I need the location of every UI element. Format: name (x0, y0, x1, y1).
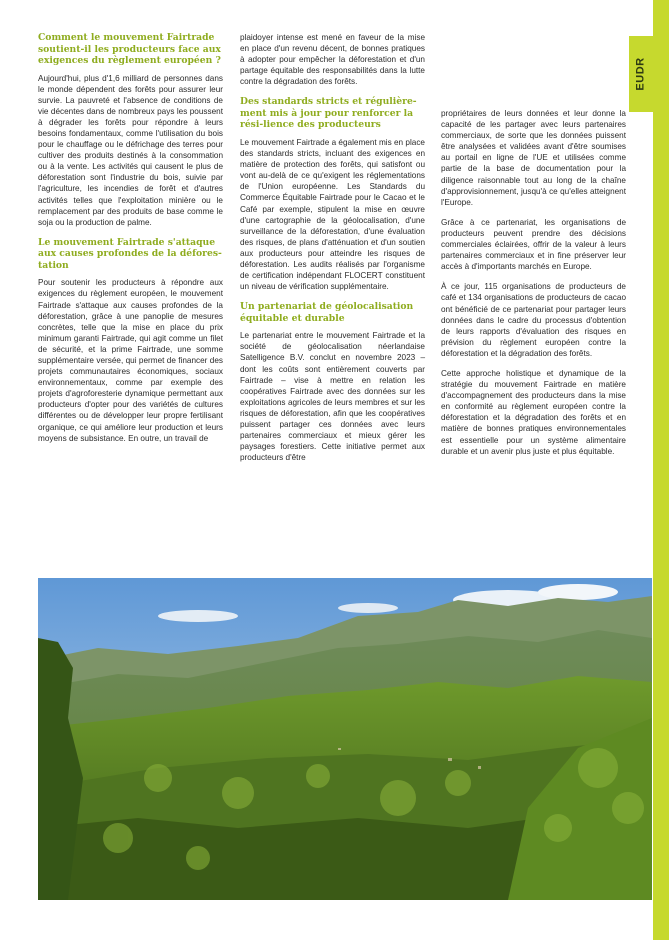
paragraph: Pour soutenir les producteurs à répondre aux exigences du règlement européen, le mouvement Fairtrade s'attaque aux causes profondes de la déforestation, grâce à une panoplie de mesures concrètes, telle que la mise en place du prix minimum garanti Fairtrade, qui agit comme un filet de sécurité, et la prime Fairtrade, une somme supplémentaire versée, qui permet de financer des projets communautaires économiques, sociaux environnementaux, comme par exemple des projets d'agroforesterie dynamique permettant aux producteurs d'opter pour des variétés de cultures différentes ou de développer leur propre fertilisant organique, ce qui améliore leur production et leurs moyens de subsistance. En outre, un travail de (38, 278, 223, 443)
side-tab (629, 36, 653, 112)
paragraph: Aujourd'hui, plus d'1,6 milliard de personnes dans le monde dépendent des forêts pour assurer leur survie. La pauvreté et l'absence de conditions de vie décentes dans de nombreux pays les poussent à dégrader les forêts pour répondre à leurs besoins fondamentaux, comme l'utilisation du bois pour le chauffage ou le défrichage des terres pour cultiver des produits destinés à la consommation ou à la vente. Les activités qui causent le plus de déforestation sont l'industrie du bois, suivie par l'agriculture, les incendies de forêt et d'autres activités telles que l'exploitation minière ou le remplacement par des produits de base comme le soja ou la production de palme. (38, 73, 223, 227)
side-tab-label: EUDR (635, 57, 648, 91)
paragraph: Grâce à ce partenariat, les organisations de producteurs peuvent prendre des décisions commerciales éclairées, offrir de la valeur à leurs partenaires commerciaux et in fine préserver leur accès à d'importants marchés en Europe. (441, 217, 626, 272)
section-heading: Le mouvement Fairtrade s'attaque aux causes profondes de la défores-tation (38, 236, 222, 271)
paragraph: Cette approche holistique et dynamique de la stratégie du mouvement Fairtrade en matière d'accompagnement des producteurs dans la mise en conformité au règlement européen contre la déforestation et la dégradation des forêts et en matière de bonnes pratiques environnementales est essentielle pour un système alimentaire durable et un avenir plus juste et plus équitable. (441, 368, 626, 456)
paragraph: À ce jour, 115 organisations de producteurs de café et 134 organisations de producteurs de cacao ont bénéficié de ce partenariat pour partager leurs données dans le cadre du processus d'obtention de leurs rapports d'évaluation des risques en prévision du règlement européen contre la déforestation et la dégradation des forêts. (441, 282, 626, 358)
section-heading: Des standards stricts et régulière-ment mis à jour pour renforcer la rési-lience des producteurs (240, 96, 417, 131)
paragraph: propriétaires de leurs données et leur donne la capacité de les partager avec leurs partenaires commerciaux, de sorte que les données puissent être analysées et validées avant d'être soumises au portail en ligne de l'UE et utilisées comme partie de la base de documentation pour la diligence raisonnable tout au long de la chaîne d'approvisionnement, jusqu'à ce qu'elles atteignent l'Europe. (441, 109, 626, 207)
paragraph: Le partenariat entre le mouvement Fairtrade et la société de géolocalisation néerlandaise Satelligence B.V. conclut en novembre 2023 – dont les coûts sont entièrement couverts par Fairtrade – vise à mettre en relation les coopératives Fairtrade avec des données sur les exploitations agricoles de leurs membres et sur les risques de déforestation, afin que les coopératives puissent partager ces données avec leurs partenaires commerciaux et mieux gérer les paysages forestiers. Cette initiative permet aux producteurs d'être (240, 331, 425, 463)
paragraph: plaidoyer intense est mené en faveur de la mise en place d'un revenu décent, de bonnes pratiques à adopter pour empêcher la déforestation et d'un partage équitable des responsabilités dans la lutte contre la dégradation des forêts. (240, 33, 425, 87)
section-heading: Un partenariat de géolocalisation équitable et durable (240, 301, 414, 324)
section-heading: Comment le mouvement Fairtrade soutient-il les producteurs face aux exigences du règlement européen ? (38, 32, 221, 66)
forest-landscape-photo (38, 578, 652, 900)
paragraph: Le mouvement Fairtrade a également mis en place des standards stricts, incluant des exigences en matière de protection des forêts, qui satisfont ou vont au-delà de ce qu'exigent les réglementations de l'Union européenne. Les Standards du Commerce Équitable Fairtrade pour le Cacao et le Café par exemple, stipulent la mise en œuvre d'une cartographie de la géolocalisation, d'une surveillance de la déforestation, d'une évaluation des risques, de plans d'atténuation et d'un soutien aux producteurs pour atteindre les risques de déforestation. Les audits réalisés par l'organisme de certification indépendant FLOCERT constituent un niveau de vérification supplémentaire. (240, 137, 425, 292)
column-2 (240, 32, 425, 472)
accent-bar (653, 0, 669, 940)
column-3 (441, 32, 626, 466)
column-1 (38, 32, 223, 453)
